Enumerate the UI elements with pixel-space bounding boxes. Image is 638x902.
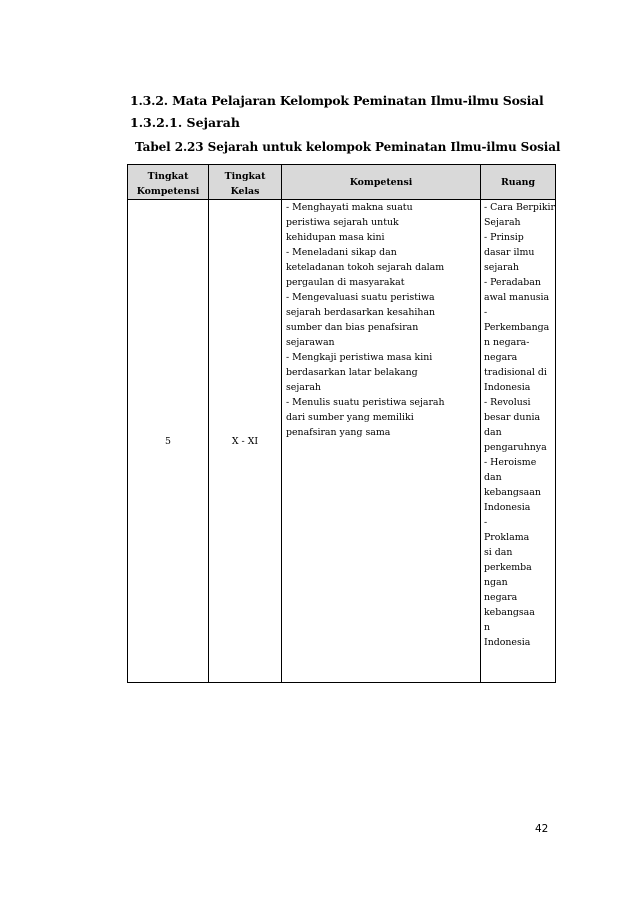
header-text: Tingkat [224, 171, 266, 182]
cell-text-line: - Menghayati makna suatu [286, 202, 413, 213]
cell-text-line: - Heroisme [484, 457, 537, 468]
cell-tingkat-kelas: X - XI [209, 200, 282, 683]
cell-text-line: - Cara Berpikir [484, 202, 556, 213]
cell-text-line: dasar ilmu [484, 247, 535, 258]
cell-text-line: awal manusia [484, 292, 550, 303]
cell-text-line: dan [484, 427, 502, 438]
table-header-row [128, 165, 556, 200]
cell-text-line: - Revolusi [484, 397, 531, 408]
cell-text-line: Indonesia [484, 382, 531, 393]
cell-text-line: penafsiran yang sama [286, 427, 391, 438]
cell-kompetensi [282, 200, 481, 683]
cell-text-line: n [484, 622, 491, 633]
cell-text-line: peristiwa sejarah untuk [286, 217, 399, 228]
cell-text-line: sumber dan bias penafsiran [286, 322, 419, 333]
cell-text-line: Sejarah [484, 217, 521, 228]
header-kompetensi: Kompetensi [282, 165, 481, 200]
cell-text-line: - Mengkaji peristiwa masa kini [286, 352, 433, 363]
cell-text-line: besar dunia [484, 412, 541, 423]
header-text: Kompetensi [136, 186, 200, 197]
cell-text-line: - Peradaban [484, 277, 541, 288]
header-text: Tingkat [147, 171, 189, 182]
table-caption: Tabel 2.23 Sejarah untuk kelompok Peminatan Ilmu-ilmu Sosial [135, 140, 561, 154]
cell-text-line: Indonesia [484, 637, 531, 648]
cell-text-line: kebangsaan [484, 487, 541, 498]
header-ruang: Ruang [481, 165, 556, 200]
cell-text-line: kehidupan masa kini [286, 232, 385, 243]
cell-text-line: keteladanan tokoh sejarah dalam [286, 262, 445, 273]
cell-text-line: - Mengevaluasi suatu peristiwa [286, 292, 435, 303]
cell-ruang [481, 200, 556, 683]
cell-text-line: n negara- [484, 337, 530, 348]
cell-text-line: berdasarkan latar belakang [286, 367, 418, 378]
cell-text-line: perkemba [484, 562, 532, 573]
header-text: Kelas [230, 186, 260, 197]
cell-text-line: - [484, 307, 488, 318]
cell-text-line: ngan [484, 577, 508, 588]
cell-text-line: sejarah [484, 262, 519, 273]
cell-text-line: tradisional di [484, 367, 547, 378]
page-number: 42 [535, 823, 549, 835]
cell-text-line: sejarawan [286, 337, 335, 348]
cell-text-line: dari sumber yang memiliki [286, 412, 414, 423]
cell-text-line: Indonesia [484, 502, 531, 513]
competency-table [127, 164, 556, 683]
cell-text-line: pengaruhnya [484, 442, 547, 453]
table-row [128, 200, 556, 683]
cell-text-line: negara [484, 592, 518, 603]
cell-text-line: kebangsaa [484, 607, 535, 618]
cell-tingkat-kompetensi: 5 [128, 200, 209, 683]
section-heading: 1.3.2. Mata Pelajaran Kelompok Peminatan Ilmu-ilmu Sosial [130, 93, 544, 108]
subsection-heading: 1.3.2.1. Sejarah [130, 115, 240, 130]
cell-text-line: pergaulan di masyarakat [286, 277, 405, 288]
cell-text-line: negara [484, 352, 518, 363]
cell-text-line: - [484, 517, 488, 528]
cell-text-line: sejarah [286, 382, 321, 393]
cell-text-line: - Menulis suatu peristiwa sejarah [286, 397, 445, 408]
cell-text-line: - Meneladani sikap dan [286, 247, 397, 258]
cell-text-line: sejarah berdasarkan kesahihan [286, 307, 436, 318]
cell-text-line: Perkembanga [484, 322, 550, 333]
header-tingkat-kelas [209, 165, 282, 200]
cell-text-line: dan [484, 472, 502, 483]
cell-text-line: si dan [484, 547, 513, 558]
header-tingkat-kompetensi [128, 165, 209, 200]
cell-text-line: - Prinsip [484, 232, 524, 243]
cell-text-line: Proklama [484, 532, 530, 543]
